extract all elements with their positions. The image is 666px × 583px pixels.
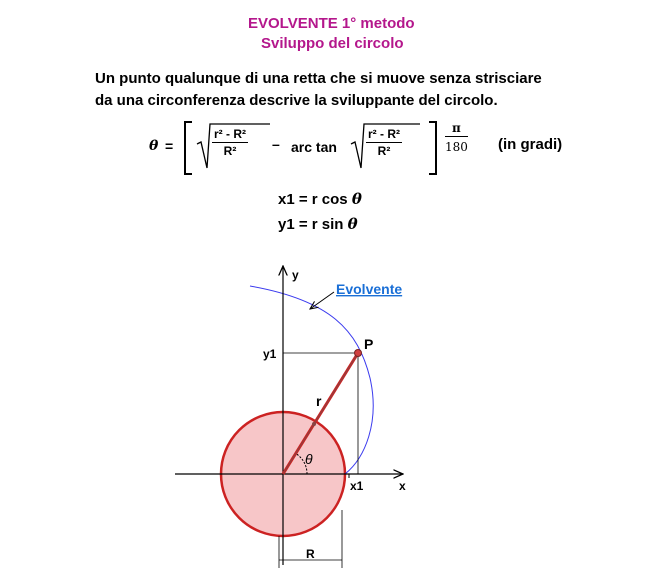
- theta-symbol: θ: [149, 138, 159, 154]
- x1-theta: θ: [351, 190, 362, 208]
- radius-r-label: r: [316, 393, 322, 409]
- in-degrees-note: (in gradi): [498, 136, 563, 153]
- y1-label: y1: [263, 347, 277, 361]
- radius-R-label: R: [306, 547, 315, 561]
- degrees-180: 180: [445, 140, 468, 154]
- title-line-1: EVOLVENTE 1° metodo: [248, 15, 415, 32]
- point-P: [355, 350, 362, 357]
- arctan-label: arc tan: [291, 139, 337, 155]
- fraction-2-denominator: R²: [377, 144, 391, 158]
- y-axis-label: y: [292, 268, 299, 282]
- tangent-point: [312, 422, 316, 426]
- fraction-1-denominator: R²: [223, 144, 237, 158]
- evolvente-pointer: [310, 292, 334, 309]
- x1-label: x1: [350, 479, 364, 493]
- point-P-label: P: [364, 336, 374, 352]
- equals-sign: =: [165, 138, 174, 154]
- intro-line-1: Un punto qualunque di una retta che si muove senza strisciare: [95, 70, 542, 87]
- y1-theta: θ: [347, 215, 358, 233]
- intro-line-2: da una circonferenza descrive la sviluppante del circolo.: [95, 92, 498, 109]
- evolvente-label: Evolvente: [336, 281, 403, 297]
- title-line-2: Sviluppo del circolo: [261, 35, 404, 52]
- y1-equation-text: y1 = r sin: [278, 216, 348, 233]
- x1-equation-text: x1 = r cos: [278, 191, 352, 208]
- pi-symbol: π: [445, 121, 468, 137]
- fraction-2-numerator: r² - R²: [368, 127, 400, 141]
- theta-label: θ: [305, 451, 313, 467]
- fraction-1-numerator: r² - R²: [214, 127, 246, 141]
- x-axis-label: x: [399, 479, 406, 493]
- minus-sign: –: [272, 136, 280, 152]
